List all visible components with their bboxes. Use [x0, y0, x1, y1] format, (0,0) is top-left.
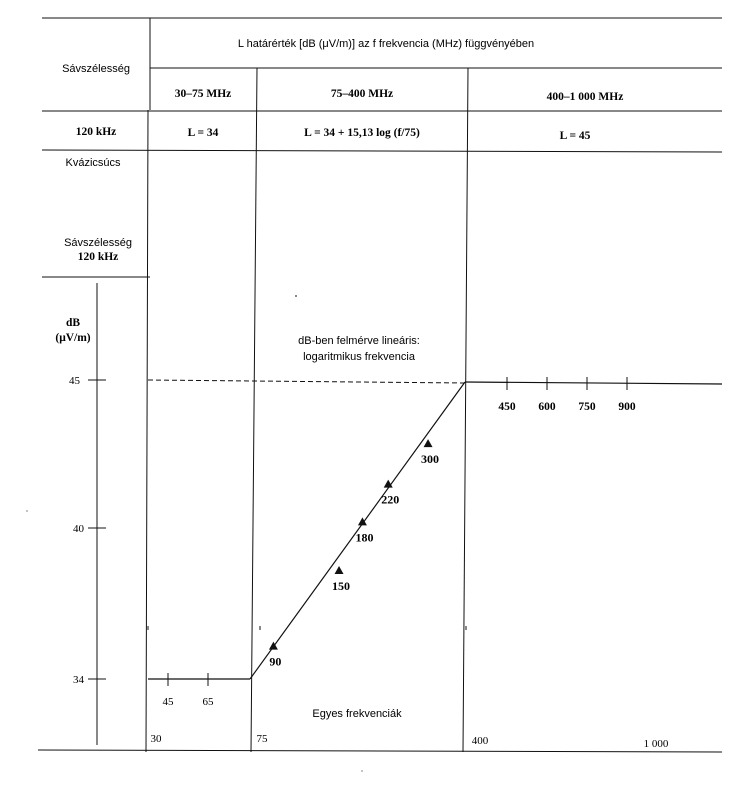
frequency-markers [269, 439, 439, 668]
y-axis [88, 283, 106, 745]
table-title: L határérték [dB (μV/m)] az f frekvencia (MHz) függvényében [237, 38, 535, 50]
band-label-low: 30–75 MHz [174, 88, 232, 100]
x-boundary-label-1000: 1 000 [643, 738, 669, 750]
y-axis-label-unit2: (μV/m) [55, 332, 91, 344]
annotation-line-2: logaritmikus frekvencia [303, 351, 415, 363]
high-tick-label-600: 600 [538, 401, 556, 413]
y-tick-label-40: 40 [73, 523, 84, 535]
marker-triangle-300 [424, 439, 433, 447]
high-tick-label-450: 450 [498, 401, 516, 413]
limit-segment-high [465, 382, 722, 384]
quasi-peak-label: Kvázicsúcs [65, 157, 121, 169]
formula-mid: L = 34 + 15,13 log (f/75) [304, 127, 420, 139]
x-boundary-label-75: 75 [256, 733, 268, 745]
y-tick-label-34: 34 [73, 674, 84, 686]
high-tick-label-900: 900 [618, 401, 636, 413]
bandwidth-label-value: 120 kHz [77, 251, 119, 263]
low-tick-label-45: 45 [162, 696, 174, 708]
bandwidth-value-row: 120 kHz [75, 126, 117, 138]
band-label-mid: 75–400 MHz [330, 88, 394, 100]
marker-label-220: 220 [381, 492, 400, 507]
marker-triangle-150 [335, 566, 344, 574]
marker-label-300: 300 [421, 452, 440, 467]
y-axis-label-unit: dB [65, 317, 81, 329]
annotation-line-1: dB-ben felmérve lineáris: [298, 335, 420, 347]
formula-low: L = 34 [187, 127, 219, 139]
marker-label-150: 150 [332, 579, 351, 593]
low-tick-label-65: 65 [202, 696, 214, 708]
formula-high: L = 45 [559, 130, 591, 142]
y-tick-label-45: 45 [69, 375, 80, 387]
individual-frequencies-label: Egyes frekvenciák [312, 708, 402, 720]
axis-break-marks [97, 626, 466, 630]
high-tick-label-750: 750 [578, 401, 596, 413]
limit-line [148, 382, 722, 679]
reference-line-45db [148, 380, 464, 383]
bandwidth-header: Sávszélesség [62, 63, 130, 75]
bandwidth-label: Sávszélesség [64, 237, 132, 249]
x-boundary-label-400: 400 [471, 735, 489, 747]
marker-label-180: 180 [355, 530, 374, 545]
band-label-high: 400–1 000 MHz [546, 91, 624, 103]
marker-label-90: 90 [269, 654, 282, 669]
x-boundary-label-30: 30 [150, 733, 162, 745]
